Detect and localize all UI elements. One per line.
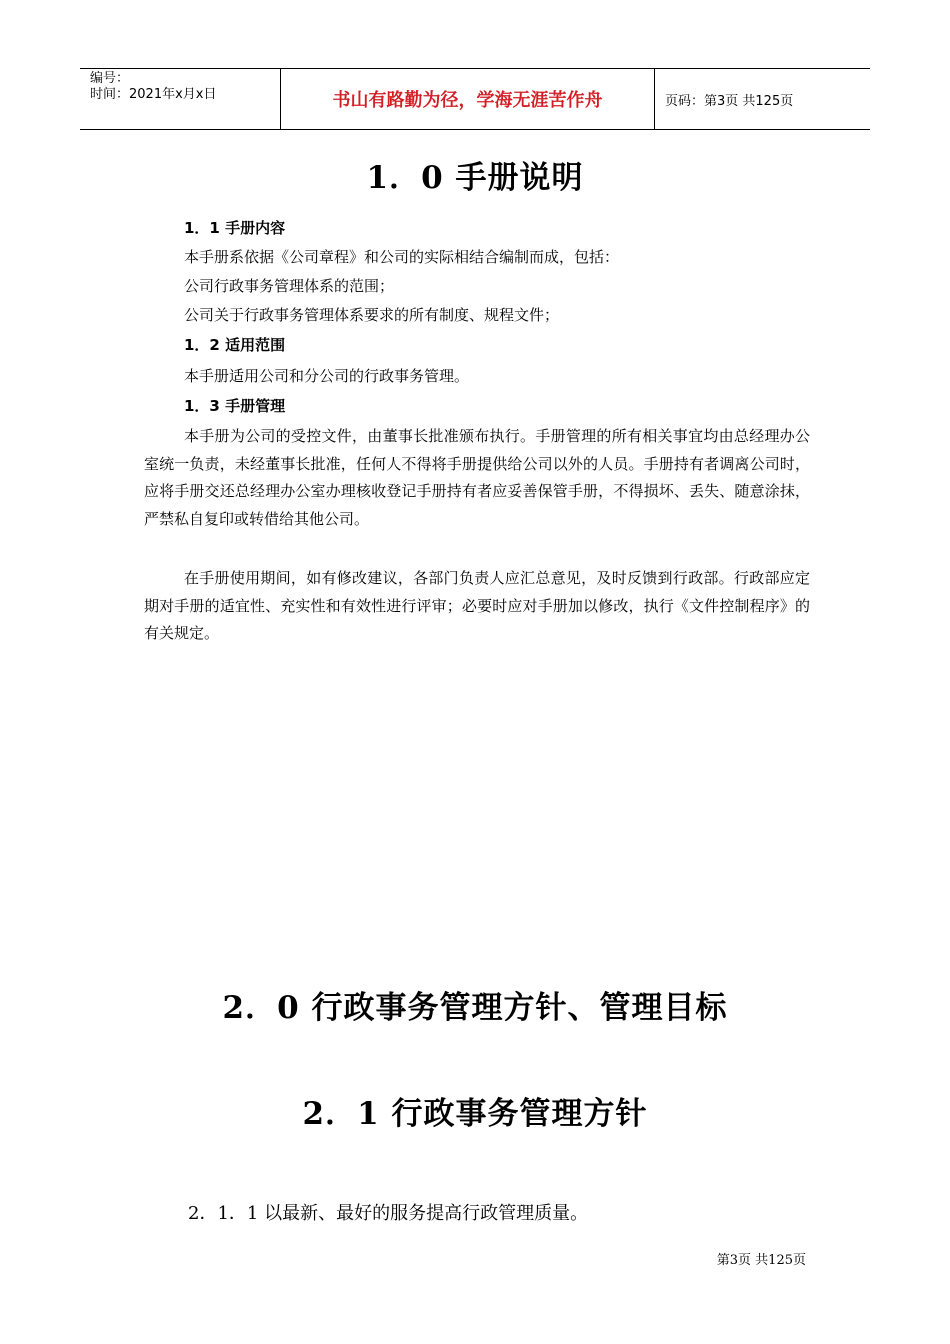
section-1-3-paragraph: 在手册使用期间，如有修改建议，各部门负责人应汇总意见，及时反馈到行政部。行政部应定期对手册的适宜性、充实性和有效性进行评审；必要时应对手册加以修改，执行《文件控制程序》的有关规定。 — [144, 569, 810, 642]
time-label: 时间：2021年x月x日 — [90, 87, 217, 102]
section-1-3-paragraph: 本手册为公司的受控文件，由董事长批准颁布执行。手册管理的所有相关事宜均由总经理办公室统一负责，未经董事长批准，任何人不得将手册提供给公司以外的人员。手册持有者调离公司时，应将手册交还总经理办公室办理核收登记手册持有者应妥善保管手册，不得损坏、丢失、随意涂抹，严禁私自复印或转借给其他公司。 — [144, 427, 810, 528]
section-1-2-line: 本手册适用公司和分公司的行政事务管理。 — [184, 367, 470, 385]
section-1-title: 1．0 手册说明 — [366, 160, 584, 196]
header-motto: 书山有路勤为径，学海无涯苦作舟 — [281, 69, 655, 129]
section-2-1-1-item: 2．1．1 以最新、最好的服务提高行政管理质量。 — [188, 1203, 589, 1224]
section-1-1-line: 公司关于行政事务管理体系要求的所有制度、规程文件； — [184, 306, 560, 324]
section-2-title: 2．0 行政事务管理方针、管理目标 — [222, 990, 728, 1026]
footer-page-number: 第3页 共125页 — [716, 1253, 806, 1268]
header-page-info: 页码：第3页 共125页 — [665, 93, 794, 109]
document-header — [80, 68, 870, 130]
section-1-2-heading: 1．2 适用范围 — [184, 336, 286, 354]
section-1-1-line: 公司行政事务管理体系的范围； — [184, 277, 395, 295]
section-1-1-heading: 1．1 手册内容 — [184, 219, 286, 237]
header-meta — [80, 69, 281, 129]
section-1-1-line: 本手册系依据《公司章程》和公司的实际相结合编制而成，包括： — [184, 248, 620, 266]
section-1-3-heading: 1．3 手册管理 — [184, 397, 286, 415]
section-2-1-title: 2．1 行政事务管理方针 — [302, 1096, 648, 1132]
number-label: 编号： — [90, 71, 130, 86]
